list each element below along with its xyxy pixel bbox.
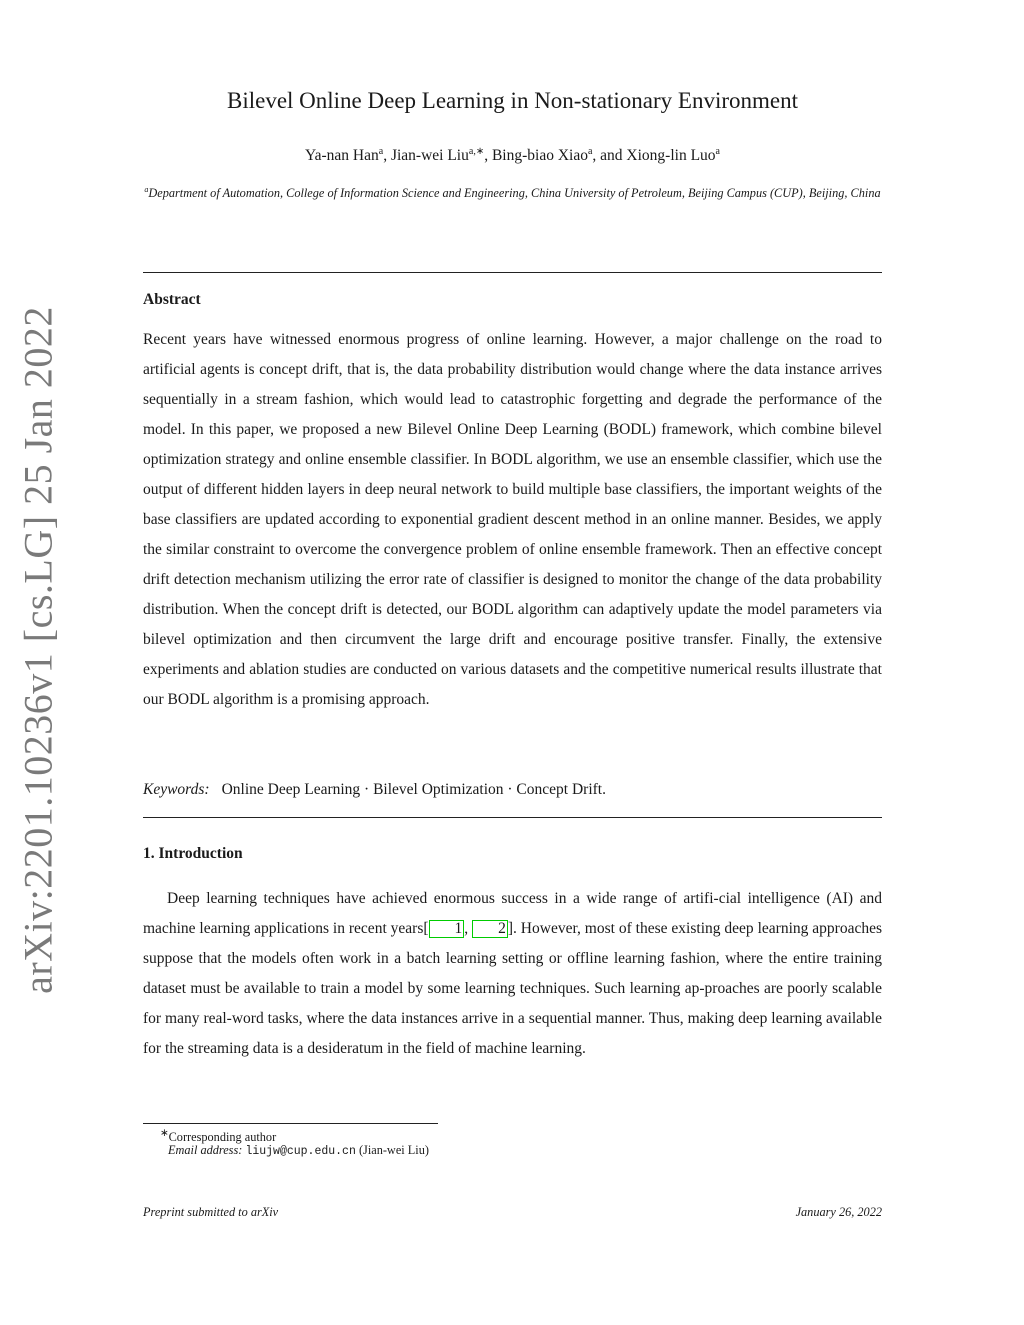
- footnote-divider: [143, 1123, 438, 1124]
- affiliation-mark: a: [144, 185, 149, 194]
- footnote-mark: ∗: [160, 1128, 169, 1139]
- author-separator: ,: [383, 147, 391, 165]
- author-affiliation-mark: a: [715, 146, 720, 157]
- arxiv-identifier-stamp: arXiv:2201.10236v1 [cs.LG] 25 Jan 2022: [15, 306, 61, 994]
- citation-bracket-close: ]: [507, 920, 514, 937]
- citation-bracket-open: [: [423, 920, 429, 937]
- email-link[interactable]: liujw@cup.edu.cn: [245, 1145, 356, 1158]
- abstract-text: Recent years have witnessed enormous progress of online learning. However, a major challenge on the road to artificial agents is concept drift, that is, the data probability distribution would change where the data instance arrives sequentially in a stream fashion, which would lead to catastrophic forgetting and degrade the performance of the model. In this paper, we proposed a new Bilevel Online Deep Learning (BODL) framework, which combine bilevel optimization strategy and online ensemble classifier. In BODL algorithm, we use an ensemble classifier, which use the output of different hidden layers in deep neural network to build multiple base classifiers, the important weights of the base classifiers are updated according to exponential gradient descent method in an online manner. Besides, we apply the similar constraint to overcome the convergence problem of online ensemble framework. Then an effective concept drift detection mechanism utilizing the error rate of classifier is designed to monitor the change of the data probability distribution. When the concept drift is detected, our BODL algorithm can adaptively update the model parameters via bilevel optimization and then circumvent the large drift and encourage positive transfer. Finally, the extensive experiments and ablation studies are conducted on various datasets and the competitive numerical results illustrate that our BODL algorithm is a promising approach.: [143, 331, 882, 708]
- keywords-label: Keywords:: [143, 781, 210, 798]
- author-separator: , and: [592, 147, 627, 165]
- citation-link-2[interactable]: 2: [472, 920, 508, 938]
- email-owner: (Jian-wei Liu): [358, 1143, 429, 1157]
- citation-separator: ,: [464, 920, 473, 937]
- abstract-divider: [143, 817, 882, 818]
- author-name: Jian-wei Liu: [390, 147, 469, 165]
- affiliation-text: Department of Automation, College of Information Science and Engineering, China University of Petroleum, Beijing Campus (CUP), Beijing, China: [148, 186, 881, 201]
- footnote-text: Corresponding author: [168, 1130, 277, 1145]
- citation-link-1[interactable]: 1: [429, 920, 465, 938]
- introduction-paragraph: [143, 884, 882, 1064]
- author-name: Bing-biao Xiao: [491, 147, 588, 165]
- abstract-heading: Abstract: [143, 291, 201, 308]
- author-name: Ya-nan Han: [304, 147, 379, 165]
- footer-preprint-note: Preprint submitted to arXiv: [143, 1205, 279, 1219]
- author-affiliation-mark: a: [378, 146, 384, 157]
- paper-title: Bilevel Online Deep Learning in Non-stationary Environment: [226, 88, 798, 113]
- keywords-text: Online Deep Learning · Bilevel Optimization · Concept Drift.: [221, 781, 606, 798]
- author-affiliation-mark: a,∗: [468, 146, 485, 157]
- email-label: Email address:: [168, 1143, 243, 1157]
- section-heading-introduction: 1. Introduction: [143, 845, 243, 862]
- author-name: Xiong-lin Luo: [626, 147, 716, 165]
- author-affiliation-mark: a: [587, 146, 593, 157]
- keywords: [143, 781, 882, 799]
- author-list: [143, 146, 882, 165]
- intro-text-start: Deep learning techniques have achieved enormous success in a wide range of artifi-cial intelligence (AI) and machine learning applications in recent years: [143, 890, 882, 937]
- affiliation: [143, 181, 882, 202]
- intro-text-end: . However, most of these existing deep learning approaches suppose that the models often work in a batch learning setting or offline learning fashion, where the entire training dataset must be available to train a model by some learning techniques. Such learning ap-proaches are poorly scalable for many real-word tasks, where the data instances arrive in a sequential manner. Thus, making deep learning available for the streaming data is a desideratum in the field of machine learning.: [143, 920, 882, 1057]
- email-footnote: [168, 1143, 429, 1158]
- footer-date: January 26, 2022: [795, 1205, 882, 1219]
- top-divider: [143, 272, 882, 273]
- author-separator: ,: [484, 147, 492, 165]
